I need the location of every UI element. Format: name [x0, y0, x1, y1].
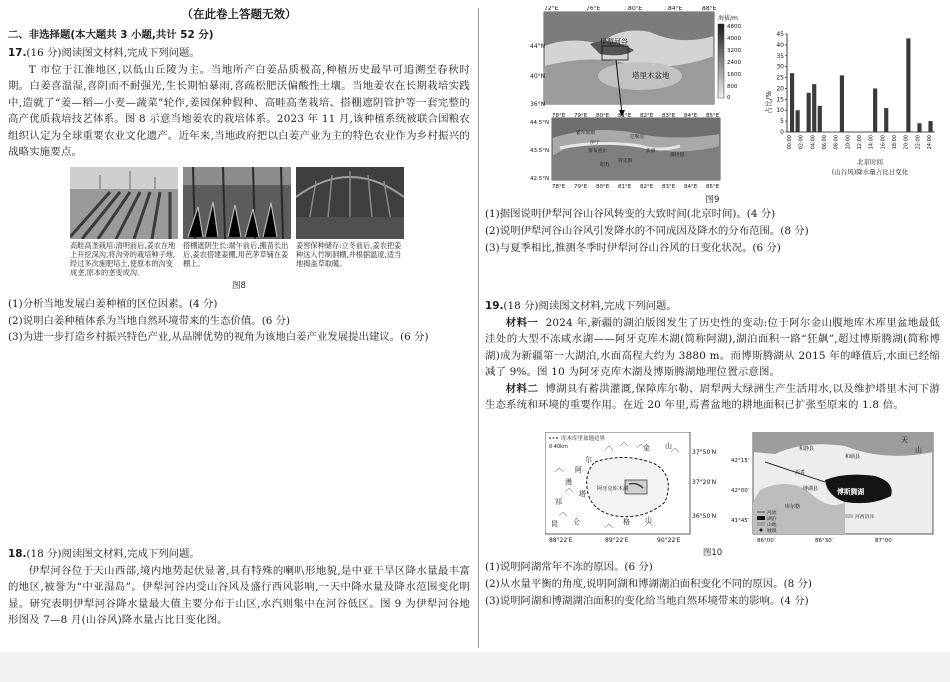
legend-4000: 4000	[727, 36, 741, 42]
map-b-legend-mountain: 山地	[767, 523, 777, 528]
column-divider	[478, 8, 479, 648]
map-bottom-label-4: 昭苏	[600, 163, 610, 168]
chart-bar	[840, 75, 844, 132]
chart-ytick-label: 5	[780, 118, 784, 126]
map-bottom-label-3: 新源	[646, 149, 656, 154]
q19-material-1-head: 材料一	[505, 316, 539, 329]
map-a-label-ge: 格	[623, 518, 630, 526]
q18-question-1: (1)据图说明伊犁河谷山谷风转变的大致时间(北京时间)。(4 分)	[485, 208, 776, 220]
photo-shade-shed-caption: 搭棚遮阴生长:端午前后,搬苗长出后,姜农搭建姜棚,用芭茅草铺在姜棚上。	[183, 240, 289, 268]
map-top-lon-72: 72°E	[544, 6, 559, 12]
map-top-lat-36: 36°N	[530, 101, 546, 108]
chart-xtick-label: 20:00	[903, 135, 910, 150]
figure-9-bar-chart	[765, 30, 940, 180]
q19-question-1: (1)说明阿湖常年不冻的原因。(6 分)	[485, 561, 653, 573]
map-b-label-tian: 天	[901, 436, 908, 444]
legend-3200: 3200	[727, 48, 741, 54]
photo-high-ridge	[70, 167, 178, 277]
map-b-lat-41-45: 41°45′	[731, 518, 749, 524]
map-bottom-lat-43-5: 43.5°N	[530, 148, 550, 154]
left-column	[8, 6, 470, 346]
q18-material: 伊犁河谷位于天山西部,境内地势起伏显著,具有特殊的喇叭形地貌,是中亚干旱区降水量最丰富的地区,被誉为“中亚湿岛”。伊犁河谷内受山谷风及盛行西风影响,一天中降水量及降水范围变化明显。研究表明伊犁河谷降水量最大值主要分布于山区,水汽则集中在河谷低区。图 9 为伊犁河谷地形图及 7—8 月(山谷风)降水量占比日变化图。	[8, 564, 470, 626]
map-a-lon-89: 89°22′E	[605, 537, 629, 544]
chart-xtick-label: 00:00	[787, 135, 793, 150]
rainfall-share-chart	[765, 30, 940, 180]
chart-ytick-label: 15	[776, 96, 784, 104]
photo-ginger-cellar-caption: 姜窖保种储存:立冬前后,姜农把姜种送入竹制洞棚,并根据温度,适当地揭盖草取暖。	[296, 240, 402, 268]
q17-intro: (16 分)阅读图文材料,完成下列问题。	[26, 47, 200, 59]
map-a-label-man: 漫	[565, 478, 572, 486]
q18-heading	[8, 546, 470, 563]
map-bottom-lon-84-top: 84°E	[684, 113, 698, 119]
chart-ytick-label: 0	[780, 129, 784, 136]
map-a-legend: 库木库里盆地边界	[561, 436, 606, 442]
map-bottom-lon-79: 79°E	[574, 184, 588, 190]
map-bottom-label-7: 那拉提	[670, 153, 685, 158]
map-bottom-lat-42-5: 42.5°N	[530, 176, 550, 182]
map-a-scale: 0 40km	[549, 444, 568, 450]
chart-ylabel: 占比/%	[765, 90, 773, 114]
q19-questions	[485, 559, 940, 610]
chart-ytick-label: 10	[776, 107, 784, 115]
map-a-label-kun: 昆	[551, 520, 558, 528]
q18-number: 18.	[8, 548, 27, 560]
map-a-label-shan: 山	[665, 442, 672, 450]
map-bottom-lon-85: 85°E	[706, 184, 720, 190]
q18-question-2: (2)说明伊犁河谷山谷风引发降水的不同成因及降水的分布范围。(8 分)	[485, 225, 809, 237]
map-bottom-label-2: 察布查尔	[588, 149, 608, 154]
map-bottom-lon-83-top: 83°E	[662, 113, 676, 119]
photo-ginger-cellar	[296, 167, 404, 277]
map-top-legend-title: 海拔/m	[718, 15, 738, 22]
map-bottom-lon-84: 84°E	[684, 184, 698, 190]
map-bottom-lon-80-top: 80°E	[596, 113, 610, 119]
chart-xtick-label: 14:00	[868, 135, 875, 150]
map-b-label-heshuo: 和硕县	[845, 454, 861, 460]
map-bottom-lon-78: 78°E	[552, 184, 566, 190]
map-top-lon-84: 84°E	[668, 6, 683, 12]
chart-bar	[790, 73, 794, 132]
q18-questions	[485, 206, 940, 257]
chart-xtick-label: 24:00	[927, 135, 933, 150]
q19-number: 19.	[485, 300, 504, 312]
map-b-label-korla: 库尔勒	[785, 504, 801, 510]
map-bottom-lon-80: 80°E	[596, 184, 610, 190]
figure-10-maps	[545, 432, 945, 547]
chart-ytick-label: 25	[776, 74, 784, 82]
map-a-lat-36-50: 36°50′N	[692, 513, 717, 520]
chart-xtick-label: 08:00	[833, 135, 840, 150]
chart-bar	[807, 93, 811, 132]
chart-bar	[796, 110, 800, 132]
map-bottom-label-5: 特克斯	[618, 159, 633, 164]
map-bottom-lat-44-5: 44.5°N	[530, 120, 550, 126]
q17-number: 17.	[8, 47, 27, 59]
map-a-label-qi: 祁	[555, 498, 562, 506]
figure-9-maps	[530, 6, 760, 191]
map-b-legend-town: 城镇	[767, 529, 777, 534]
map-b-legend-river: 河流	[767, 511, 777, 516]
chart-bar	[928, 121, 932, 132]
chart-xtick-label: 22:00	[915, 135, 922, 150]
map-bottom-lon-81-top: 81°E	[618, 113, 632, 119]
map-a-lake-label: 阿牙克库木湖	[597, 486, 629, 492]
q18-question-3: (3)与夏季相比,推测冬季时伊犁河谷山谷风的日变化状况。(6 分)	[485, 242, 781, 254]
map-bottom-lon-85-top: 85°E	[706, 113, 720, 119]
q19-material-2-text: 博湖具有蓄洪灌溉,保障库尔勒、尉犁两大绿洲生产生活用水,以及维护塔里木河下游生态系统和环境的重要作用。在近 20 年里,焉耆盆地的耕地面积已扩张至原来的 1.8 倍。	[485, 382, 941, 411]
q17-question-1: (1)分析当地发展白姜种植的区位因素。(4 分)	[8, 298, 218, 310]
q19-block	[485, 296, 940, 414]
map-b-label-bohu: 博湖县	[803, 486, 819, 492]
chart-ytick-label: 20	[776, 85, 784, 93]
chart-bar	[884, 108, 888, 132]
chart-xtick-label: 12:00	[857, 135, 863, 150]
map-b-label-shan: 山	[915, 446, 922, 454]
chart-bar	[906, 38, 910, 132]
chart-xlabel: 北京时间	[857, 158, 883, 166]
map-a-label-lun: 仑	[573, 518, 580, 526]
legend-2400: 2400	[727, 60, 741, 66]
map-top-lon-88: 88°E	[702, 6, 717, 12]
map-top-tarim-label: 塔里木盆地	[632, 71, 670, 80]
map-a-lat-37-20: 37°20′N	[692, 479, 717, 486]
legend-0: 0	[727, 95, 731, 101]
map-b-lon-87-00: 87°00′	[875, 538, 893, 544]
photo-shade-shed-image	[183, 167, 291, 239]
map-a-lat-37-50: 37°50′N	[692, 449, 717, 456]
figure-9-caption: 图9	[705, 195, 720, 205]
map-a-label-shan2: 山	[645, 516, 652, 524]
map-a-lon-90: 90°22′E	[657, 537, 681, 544]
map-top-basin-label: 伊犁河谷	[600, 38, 628, 46]
chart-xtick-label: 10:00	[845, 135, 852, 150]
map-b-lon-86-30: 86°30′	[815, 538, 833, 544]
map-bottom-label-6: 尼勒克	[630, 135, 645, 140]
map-b-legend-lake: 湖泊	[767, 517, 777, 522]
photo-high-ridge-caption: 高畦高垄栽培:清明前后,姜农在地上开挖深沟,将沟旁的栽培种子地,经过多次施肥培土,使原本的沟变成垄,原本的垄变成沟。	[70, 240, 176, 277]
q17-question-2: (2)说明白姜种植体系为当地自然环境带来的生态价值。(6 分)	[8, 314, 291, 327]
map-b-lake-label: 博斯腾湖	[837, 488, 865, 496]
map-b-legend-marsh: 河西沼泽	[855, 515, 875, 520]
chart-ytick-label: 45	[776, 31, 784, 38]
chart-bar	[812, 84, 816, 132]
map-bottom-lon-82-top: 82°E	[640, 113, 654, 119]
q19-intro: (18 分)阅读图文材料,完成下列问题。	[503, 300, 677, 312]
chart-ytick-label: 40	[776, 41, 784, 49]
chart-bar	[818, 106, 822, 132]
chart-subtitle: (山谷风)降水量占比日变化	[831, 168, 909, 176]
map-b-label-yanqi: 焉耆	[795, 470, 806, 476]
map-b-lat-42-00: 42°00′	[731, 488, 749, 494]
chart-xtick-label: 06:00	[822, 135, 828, 150]
map-a-lon-88: 88°22′E	[549, 537, 573, 544]
photo-high-ridge-image	[70, 167, 178, 239]
q19-question-2: (2)从水量平衡的角度,说明阿湖和博湖湖泊面积变化不同的原因。(8 分)	[485, 578, 812, 590]
figure-8-caption: 图8	[232, 280, 246, 291]
map-b-lat-42-15: 42°15′	[731, 458, 749, 464]
map-bottom-lon-78-top: 78°E	[552, 113, 566, 119]
map-bottom-label-1: 伊宁	[590, 141, 600, 146]
map-b-label-hejing: 和静县	[799, 446, 815, 452]
legend-4800: 4800	[727, 24, 741, 30]
photo-shade-shed	[183, 167, 291, 277]
q19-material-1-text: 2024 年,新疆的湖泊版图发生了历史性的变动:位于阿尔金山腹地库木库里盆地最低洼处的大型不冻咸水湖——阿牙克库木湖(简称阿湖),湖泊面积一路“狂飙”,超过博斯腾湖(简称博湖)成为新疆第一大湖泊,水面高程大约为 3880 m。而博斯腾湖从 2015 年的峰值后,水面已经缩减了 9%。图 10 为阿牙克库木湖及博斯腾湖地理位置示意图。	[485, 316, 940, 378]
map-a-label-a: 阿	[575, 466, 582, 474]
map-bottom-lon-79-top: 79°E	[574, 113, 588, 119]
chart-xtick-label: 16:00	[880, 135, 887, 150]
map-top-lon-76: 76°E	[586, 6, 601, 12]
legend-800: 800	[727, 84, 738, 90]
q18-intro: (18 分)阅读图文材料,完成下列问题。	[26, 548, 200, 560]
map-bottom-lon-82: 82°E	[640, 184, 654, 190]
chart-xtick-label: 18:00	[892, 135, 898, 150]
q19-material-2	[485, 381, 940, 414]
legend-1600: 1600	[727, 72, 741, 78]
chart-ytick-label: 30	[776, 63, 784, 71]
chart-ytick-label: 35	[776, 52, 784, 60]
map-top-lon-80: 80°E	[628, 6, 643, 12]
map-a-label-ta: 塔	[579, 490, 586, 498]
q18-block	[8, 544, 470, 629]
exam-notice: （在此卷上答题无效）	[181, 7, 297, 21]
map-a-label-er: 尔	[585, 456, 592, 464]
q17-question-3: (3)为进一步打造乡村振兴特色产业,从品牌优势的视角为该地白姜产业发展提出建议。(6 分)	[8, 331, 429, 343]
q19-material-1	[485, 315, 940, 381]
map-bottom-lon-83: 83°E	[662, 184, 676, 190]
q17-heading	[8, 45, 470, 62]
map-b-lon-86-00: 86°00′	[757, 538, 775, 544]
photo-ginger-cellar-image	[296, 167, 404, 239]
q19-material-2-head: 材料二	[505, 382, 539, 395]
figure-8-photos	[70, 167, 470, 277]
q19-question-3: (3)说明阿湖和博湖湖泊面积的变化给当地自然环境带来的影响。(4 分)	[485, 595, 809, 607]
chart-xtick-label: 02:00	[798, 135, 805, 150]
page-bottom-band	[0, 652, 950, 682]
map-a-label-jin: 金	[643, 444, 650, 452]
chart-bar	[873, 88, 877, 132]
chart-xtick-label: 04:00	[810, 135, 817, 150]
q19-heading	[485, 298, 940, 315]
figure-10-caption: 图10	[702, 548, 723, 558]
chart-bar	[917, 123, 921, 132]
map-top-lat-44: 44°N	[530, 43, 546, 50]
section-title: 二、非选择题(本大题共 3 小题,共计 52 分)	[8, 28, 214, 41]
map-top-lat-40: 40°N	[530, 73, 546, 80]
map-bottom-label-0: 霍尔果斯	[576, 131, 596, 136]
map-bottom-lon-81: 81°E	[618, 184, 632, 190]
q17-material: T 市位于江淮地区,以低山丘陵为主。当地所产白姜品质极高,种植历史最早可追溯至春秋时期。白姜喜温湿,喜阴而不耐强光,生长期怕暴雨,喜疏松肥沃偏酸性土壤。当地姜农在长期栽培实践中,造就了“姜—稻—小麦—蔬菜”轮作,姜园保种假种、高畦高垄栽培、搭棚遮阴管护等一套完整的高产优质栽培技艺体系。图 8 示意当地姜农的栽培体系。2023 年 11 月,该种植系统被联合国粮农组织认定为全球重要农业文化遗产。近年来,当地政府把以白姜产业为主的特色农业作为乡村振兴的战略实施要点。	[8, 63, 470, 158]
